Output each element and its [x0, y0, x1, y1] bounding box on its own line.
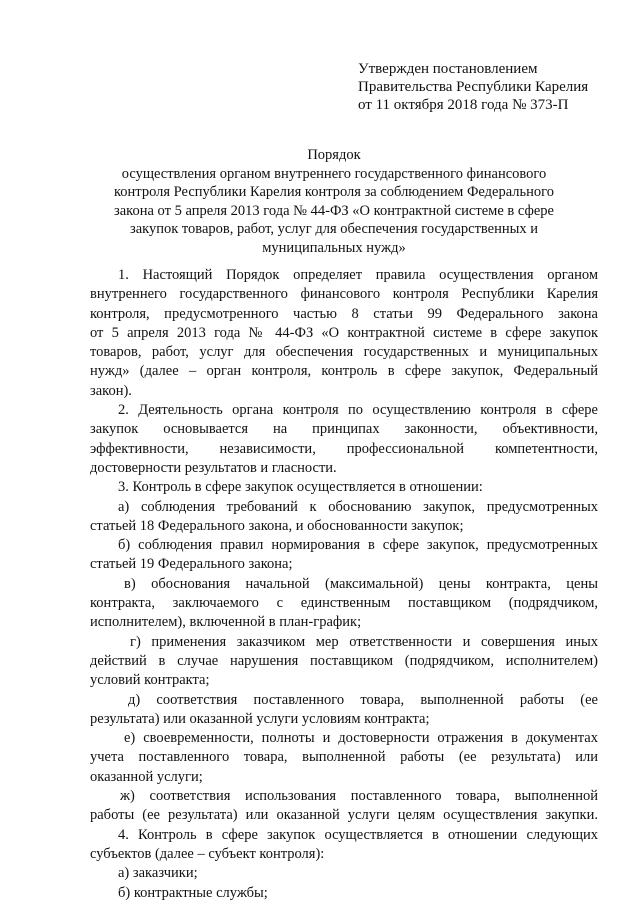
text-line: 3. Контроль в сфере закупок осуществляется в отношении: — [118, 479, 483, 496]
text-line: оказанной услуги; — [90, 768, 203, 785]
text-line: учета поставленного товара, выполненной работы (ее результата) или — [90, 749, 598, 766]
title-line: закупок товаров, работ, услуг для обеспечения государственных и — [129, 221, 539, 237]
title-line: закона от 5 апреля 2013 года № 44-ФЗ «О контрактной системе в сфере — [114, 202, 554, 219]
paragraph-2 — [90, 401, 598, 478]
item-d — [90, 691, 598, 730]
approval-line: Утвержден постановлением — [358, 61, 538, 77]
text-line: е) своевременности, полноты и достоверности отражения в документах — [124, 730, 598, 747]
text-line: 4. Контроль в сфере закупок осуществляется в отношении следующих — [118, 826, 598, 843]
text-line: закупок основывается на принципах законности, объективности, — [90, 421, 598, 438]
text-line: закон). — [90, 382, 132, 399]
text-line: г) применения заказчиком мер ответственности и совершения иных — [130, 633, 598, 650]
item-a — [90, 498, 598, 537]
text-line: нужд» (далее – орган контроля, контроль в сфере закупок, Федеральный — [90, 363, 598, 380]
text-line: достоверности результатов и гласности. — [90, 459, 337, 476]
text-line: ж) соответствия использования поставленного товара, выполненной — [120, 788, 598, 805]
text-line: контроля, предусмотренного частью 8 статьи 99 Федерального закона — [90, 305, 598, 322]
paragraph-3 — [90, 478, 598, 497]
title-line: муниципальных нужд» — [262, 239, 406, 256]
text-line: 2. Деятельность органа контроля по осуществлению контроля в сфере — [118, 402, 598, 419]
title-line: Порядок — [307, 147, 361, 163]
approval-line: Правительства Республики Карелия — [358, 79, 589, 95]
text-line: а) соблюдения требований к обоснованию закупок, предусмотренных — [118, 498, 598, 515]
text-line: исполнителем), включенной в план-график; — [90, 614, 362, 631]
item-b — [90, 536, 598, 575]
title-line: осуществления органом внутреннего государственного финансового — [121, 165, 547, 182]
text-line: действий в случае нарушения поставщиком (подрядчиком, исполнителем) — [90, 652, 598, 669]
text-line: 1. Настоящий Порядок определяет правила осуществления органом — [118, 267, 598, 283]
paragraph-1 — [90, 266, 598, 401]
item-g — [90, 633, 598, 691]
text-line: эффективности, независимости, профессиональной компетентности, — [90, 440, 598, 457]
document-title — [90, 146, 578, 257]
title-line: контроля Республики Карелия контроля за соблюдением Федерального — [113, 184, 554, 200]
text-line: статьей 18 Федерального закона, и обоснованности закупок; — [90, 517, 464, 534]
text-line: контракта, заключаемого с единственным поставщиком (подрядчиком, — [90, 595, 598, 612]
text-line: от 5 апреля 2013 года № 44-ФЗ «О контрактной системе в сфере закупок — [90, 324, 598, 341]
paragraph-4 — [90, 826, 598, 865]
document-body — [90, 266, 598, 903]
text-line: условий контракта; — [90, 672, 210, 689]
item-zh — [90, 787, 598, 826]
text-line: в) обоснования начальной (максимальной) цены контракта, цены — [124, 575, 598, 592]
item-v — [90, 575, 598, 633]
text-line: товаров, работ, услуг для обеспечения государственных и муниципальных — [90, 344, 598, 361]
text-line: д) соответствия поставленного товара, выполненной работы (ее — [128, 691, 598, 708]
text-line: результата) или оказанной услуги условиям контракта; — [90, 710, 430, 727]
item-e — [90, 729, 598, 787]
list-item: б) контрактные службы; — [118, 884, 268, 901]
text-line: субъектов (далее – субъект контроля): — [90, 845, 325, 862]
approval-line: от 11 октября 2018 года № 373-П — [358, 97, 569, 113]
text-line: б) соблюдения правил нормирования в сфере закупок, предусмотренных — [118, 537, 598, 554]
text-line: статьей 19 Федерального закона; — [90, 556, 293, 573]
subject-list — [90, 864, 598, 903]
text-line: внутреннего государственного финансового контроля Республики Карелия — [90, 286, 598, 303]
text-line: работы (ее результата) или оказанной услуги целям осуществления закупки. — [90, 807, 598, 824]
approval-stamp — [358, 60, 618, 114]
list-item: а) заказчики; — [118, 865, 198, 882]
